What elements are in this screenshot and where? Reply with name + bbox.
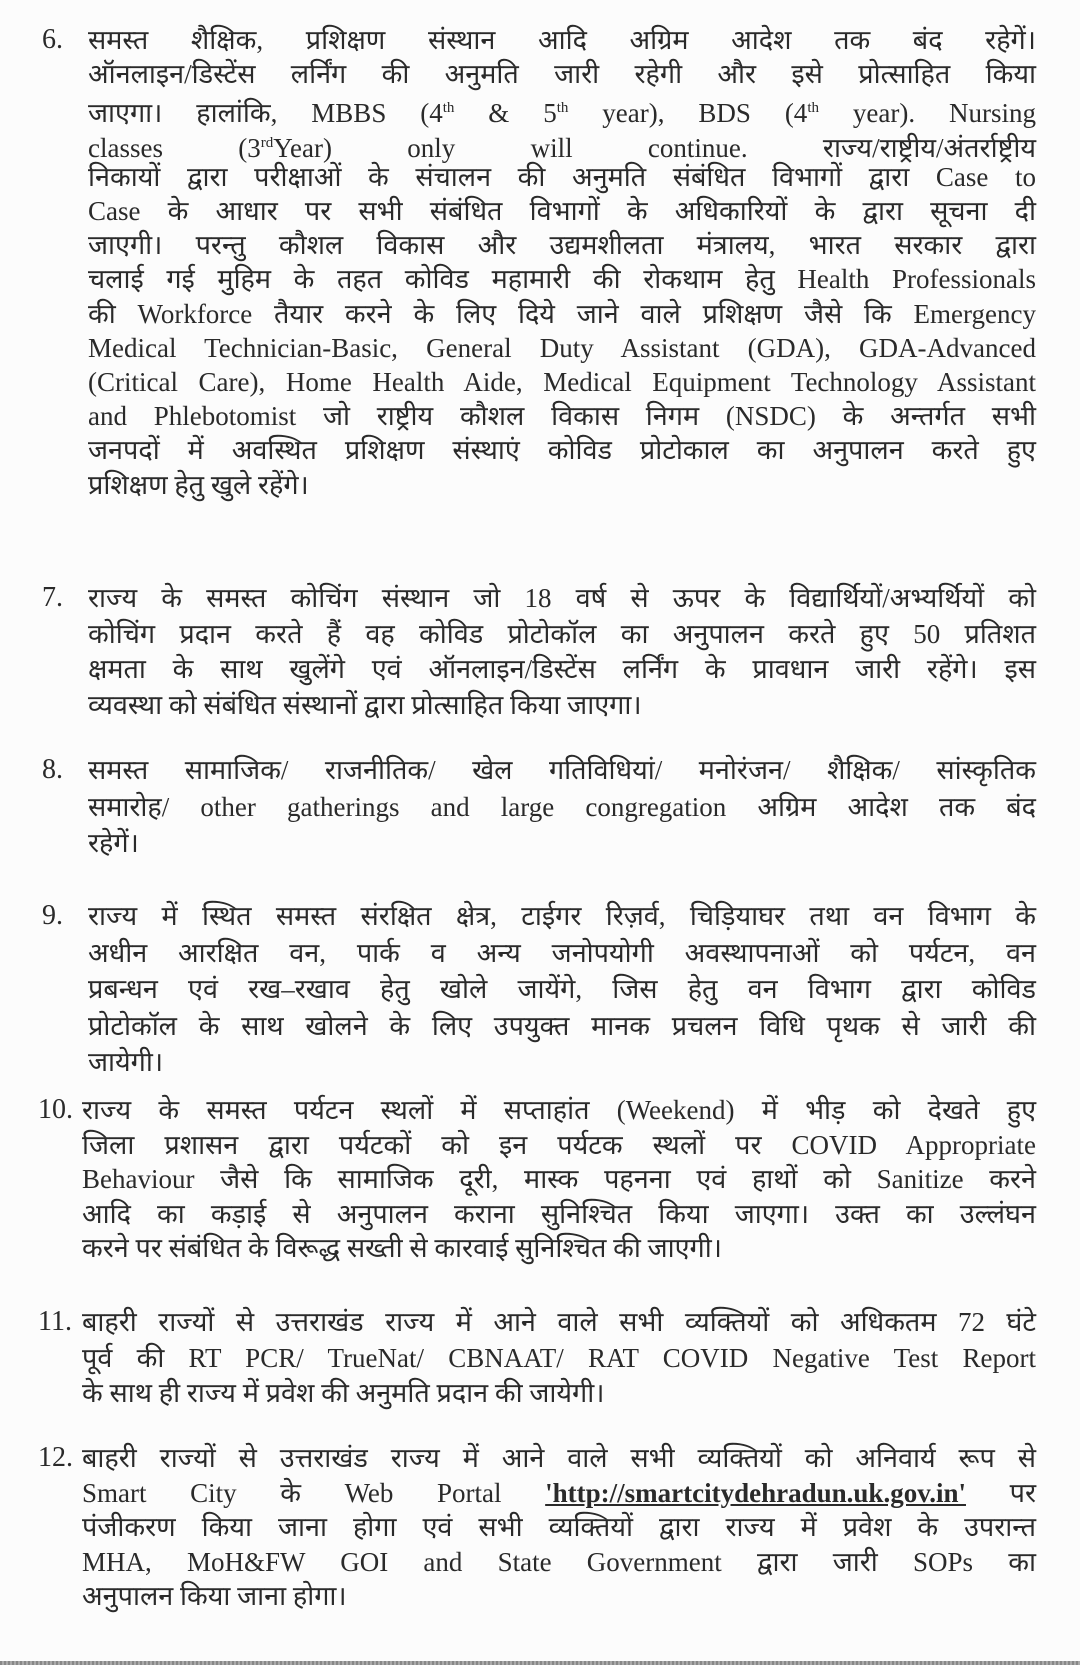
clause-line: की Workforce तैयार करने के लिए दिये जाने वाले प्रशिक्षण जैसे कि Emergency: [88, 298, 1036, 329]
clause-number: 9.: [42, 900, 63, 931]
clause-line: प्रबन्धन एवं रख–रखाव हेतु खोले जायेंगे, जिस हेतु वन विभाग द्वारा कोविड: [88, 974, 1036, 1004]
clause-line: अधीन आरक्षित वन, पार्क व अन्य जनोपयोगी अवस्थापनाओं को पर्यटन, वन: [88, 937, 1036, 968]
clause-line: जायेगी।: [88, 1047, 164, 1077]
clause-line: समस्त सामाजिक/ राजनीतिक/ खेल गतिविधियां/ मनोरंजन/ शैक्षिक/ सांस्कृतिक: [88, 755, 1036, 785]
clause-line: चलाई गई मुहिम के तहत कोविड महामारी की रोकथाम हेतु Health Professionals: [88, 264, 1036, 295]
clause-line: प्रशिक्षण हेतु खुले रहेंगे।: [88, 469, 309, 500]
clause-line: राज्य के समस्त कोचिंग संस्थान जो 18 वर्ष से ऊपर के विद्यार्थियों/अभ्यर्थियों को: [88, 583, 1036, 613]
clause-line: राज्य के समस्त पर्यटन स्थलों में सप्ताहांत (Weekend) में भीड़ को देखते हुए: [82, 1095, 1036, 1125]
clause-line: करने पर संबंधित के विरूद्ध सख्ती से कारवाई सुनिश्चित की जाएगी।: [82, 1233, 722, 1263]
clause-line: व्यवस्था को संबंधित संस्थानों द्वारा प्रोत्साहित किया जाएगा।: [88, 689, 642, 720]
clause-line: पूर्व की RT PCR/ TrueNat/ CBNAAT/ RAT COVID Negative Test Report: [82, 1342, 1036, 1373]
clause-line: जाएगा। हालांकि, MBBS (4th & 5th year), BDS (4th year). Nursing: [88, 98, 1036, 129]
clause-number: 7.: [42, 582, 63, 613]
clause-line: प्रोटोकॉल के साथ खोलने के लिए उपयुक्त मानक प्रचलन विधि पृथक से जारी की: [88, 1010, 1036, 1041]
clause-line: Behaviour जैसे कि सामाजिक दूरी, मास्क पहनना एवं हाथों को Sanitize करने: [82, 1164, 1036, 1194]
clause-line: बाहरी राज्यों से उत्तराखंड राज्य में आने वाले सभी व्यक्तियों को अधिकतम 72 घंटे: [82, 1307, 1036, 1337]
clause-line: बाहरी राज्यों से उत्तराखंड राज्य में आने वाले सभी व्यक्तियों को अनिवार्य रूप से: [82, 1443, 1036, 1473]
clause-line: Case के आधार पर सभी संबंधित विभागों के अधिकारियों के द्वारा सूचना दी: [88, 196, 1036, 226]
clause-line: Medical Technician-Basic, General Duty Assistant (GDA), GDA-Advanced: [88, 332, 1036, 363]
clause-line: के साथ ही राज्य में प्रवेश की अनुमति प्रदान की जायेगी।: [82, 1378, 605, 1408]
clause-line: समारोह/ other gatherings and large congregation अग्रिम आदेश तक बंद: [88, 791, 1036, 822]
clause-line: MHA, MoH&FW GOI and State Government द्वारा जारी SOPs का: [82, 1546, 1036, 1577]
clause-number: 11.: [38, 1306, 72, 1337]
clause-line: रहेगें।: [88, 828, 139, 858]
clause-line: राज्य में स्थित समस्त संरक्षित क्षेत्र, टाईगर रिज़र्व, चिड़ियाघर तथा वन विभाग के: [88, 901, 1036, 931]
smart-city-portal-link[interactable]: 'http://smartcitydehradun.uk.gov.in': [545, 1477, 966, 1508]
clause-number: 6.: [42, 24, 63, 55]
clause-number: 10.: [38, 1094, 73, 1125]
clause-line: जाएगी। परन्तु कौशल विकास और उद्यमशीलता मंत्रालय, भारत सरकार द्वारा: [88, 230, 1036, 261]
clause-line: (Critical Care), Home Health Aide, Medical Equipment Technology Assistant: [88, 367, 1036, 397]
scan-edge-strip: [0, 1661, 1080, 1665]
clause-line: समस्त शैक्षिक, प्रशिक्षण संस्थान आदि अग्रिम आदेश तक बंद रहेगें।: [88, 25, 1036, 55]
clause-line: अनुपालन किया जाना होगा।: [82, 1581, 347, 1611]
clause-line: Smart City के Web Portal 'http://smartcitydehradun.uk.gov.in' पर: [82, 1477, 1036, 1508]
clause-line: classes (3rdYear) only will continue. राज्य/राष्ट्रीय/अंतर्राष्ट्रीय: [88, 132, 1036, 163]
clause-number: 12.: [38, 1442, 73, 1473]
clause-number: 8.: [42, 754, 63, 785]
clause-line: पंजीकरण किया जाना होगा एवं सभी व्यक्तियों द्वारा राज्य में प्रवेश के उपरान्त: [82, 1512, 1036, 1542]
clause-line: ऑनलाइन/डिस्टेंस लर्निंग की अनुमति जारी रहेगी और इसे प्रोत्साहित किया: [88, 59, 1036, 90]
clause-line: and Phlebotomist जो राष्ट्रीय कौशल विकास निगम (NSDC) के अन्तर्गत सभी: [88, 401, 1036, 432]
clause-line: निकायों द्वारा परीक्षाओं के संचालन की अनुमति संबंधित विभागों द्वारा Case to: [88, 161, 1036, 192]
clause-line: जिला प्रशासन द्वारा पर्यटकों को इन पर्यटक स्थलों पर COVID Appropriate: [82, 1129, 1036, 1160]
clause-line: कोचिंग प्रदान करते हैं वह कोविड प्रोटोकॉल का अनुपालन करते हुए 50 प्रतिशत: [88, 618, 1036, 649]
clause-line: आदि का कड़ाई से अनुपालन कराना सुनिश्चित किया जाएगा। उक्त का उल्लंघन: [82, 1198, 1036, 1229]
clause-line: क्षमता के साथ खुलेंगे एवं ऑनलाइन/डिस्टेंस लर्निंग के प्रावधान जारी रहेंगे। इस: [88, 654, 1036, 684]
clause-line: जनपदों में अवस्थित प्रशिक्षण संस्थाएं कोविड प्रोटोकाल का अनुपालन करते हुए: [88, 435, 1036, 466]
